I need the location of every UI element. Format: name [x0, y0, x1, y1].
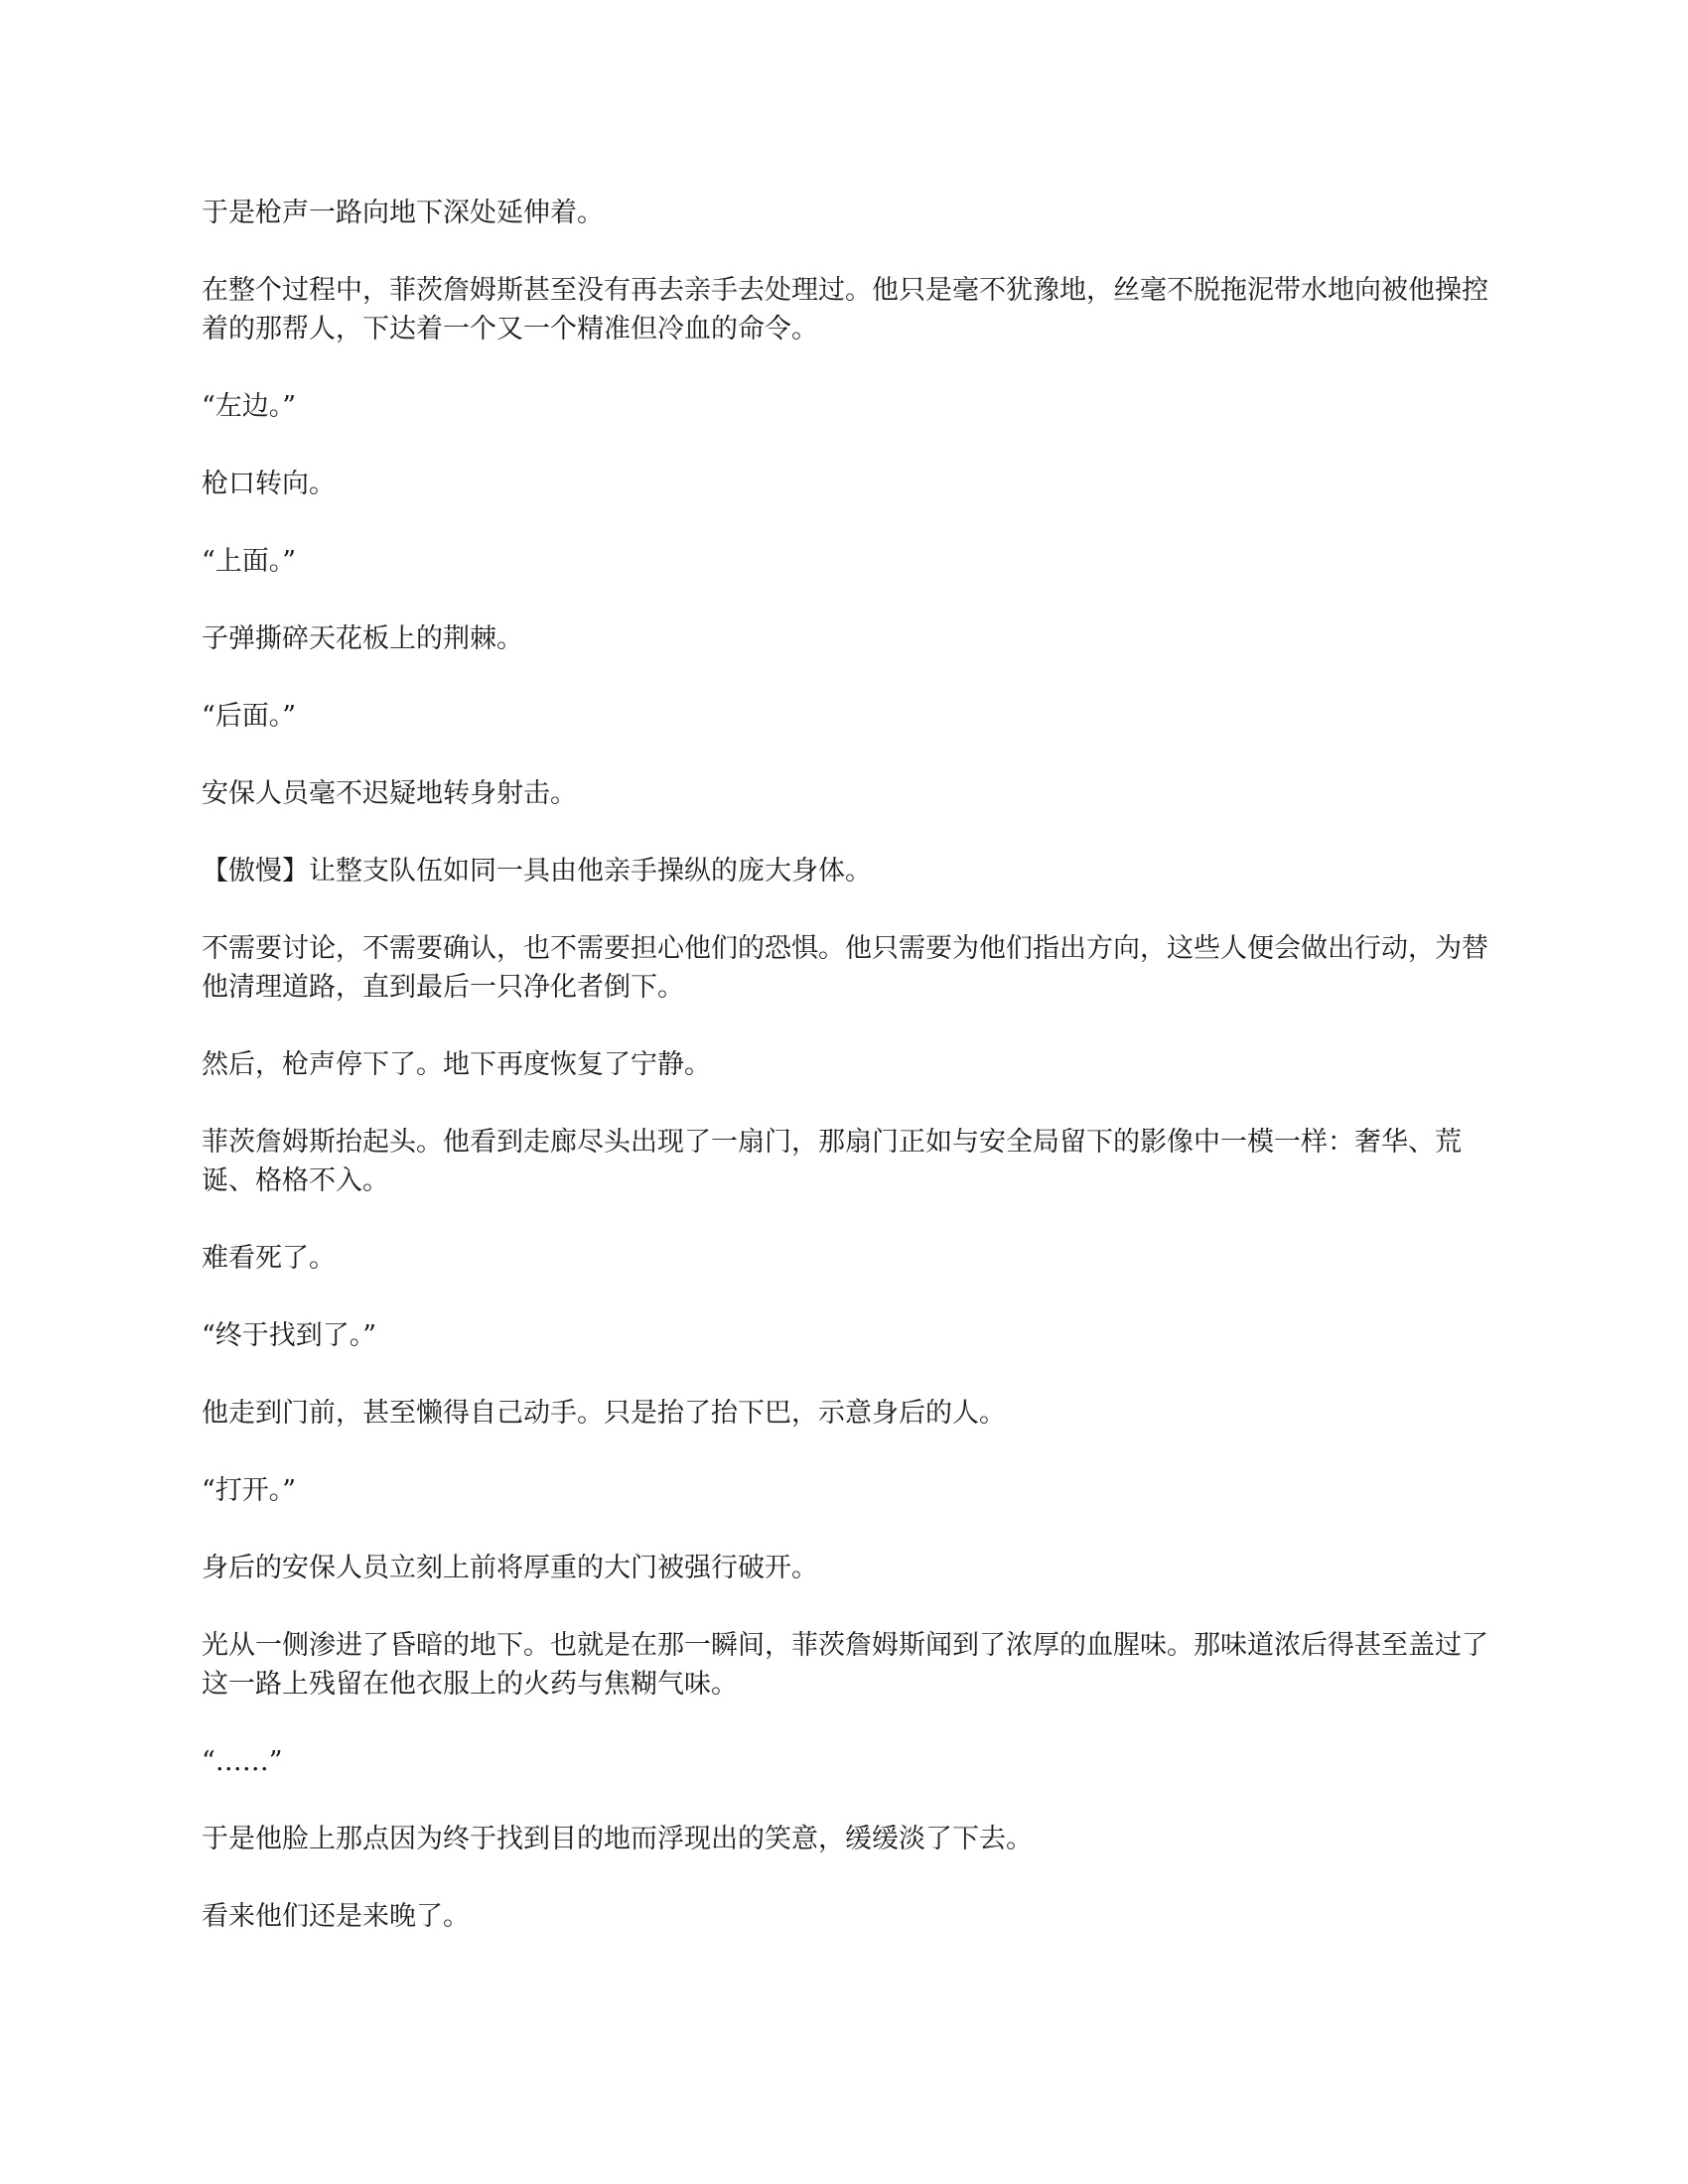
- dialogue-paragraph: “上面。”: [202, 546, 297, 577]
- paragraph: 枪口转向。: [202, 469, 336, 499]
- dialogue-paragraph: “打开。”: [202, 1475, 297, 1506]
- dialogue-paragraph: “左边。”: [202, 391, 297, 422]
- paragraph: 于是他脸上那点因为终于找到目的地而浮现出的笑意，缓缓淡了下去。: [202, 1824, 1033, 1854]
- paragraph: 然后，枪声停下了。地下再度恢复了宁静。: [202, 1049, 711, 1080]
- paragraph: 不需要讨论，不需要确认，也不需要担心他们的恐惧。他只需要为他们指出方向，这些人便会做出行动，为替他清理道路，直到最后一只净化者倒下。: [202, 933, 1488, 1003]
- paragraph: 子弹撕碎天花板上的荆棘。: [202, 623, 523, 654]
- paragraph: 【傲慢】让整支队伍如同一具由他亲手操纵的庞大身体。: [202, 856, 872, 887]
- paragraph: 光从一侧渗进了昏暗的地下。也就是在那一瞬间，菲茨詹姆斯闻到了浓厚的血腥味。那味道浓后得甚至盖过了这一路上残留在他衣服上的火药与焦糊气味。: [202, 1630, 1488, 1700]
- paragraph: 安保人员毫不迟疑地转身射击。: [202, 778, 577, 809]
- dialogue-paragraph: “后面。”: [202, 701, 297, 732]
- paragraph: 看来他们还是来晚了。: [202, 1901, 470, 1932]
- paragraph: 他走到门前，甚至懒得自己动手。只是抬了抬下巴，示意身后的人。: [202, 1398, 1006, 1429]
- paragraph: 于是枪声一路向地下深处延伸着。: [202, 198, 604, 228]
- paragraph: 菲茨詹姆斯抬起头。他看到走廊尽头出现了一扇门，那扇门正如与安全局留下的影像中一模一样：奢华、荒诞、格格不入。: [202, 1127, 1462, 1196]
- dialogue-paragraph: “终于找到了。”: [202, 1320, 377, 1351]
- dialogue-paragraph: “……”: [202, 1746, 283, 1777]
- paragraph: 难看死了。: [202, 1243, 336, 1274]
- paragraph: 身后的安保人员立刻上前将厚重的大门被强行破开。: [202, 1553, 818, 1583]
- paragraph: 在整个过程中，菲茨詹姆斯甚至没有再去亲手去处理过。他只是毫不犹豫地，丝毫不脱拖泥带水地向被他操控着的那帮人，下达着一个又一个精准但冷血的命令。: [202, 275, 1488, 344]
- text-body: [202, 194, 1492, 1975]
